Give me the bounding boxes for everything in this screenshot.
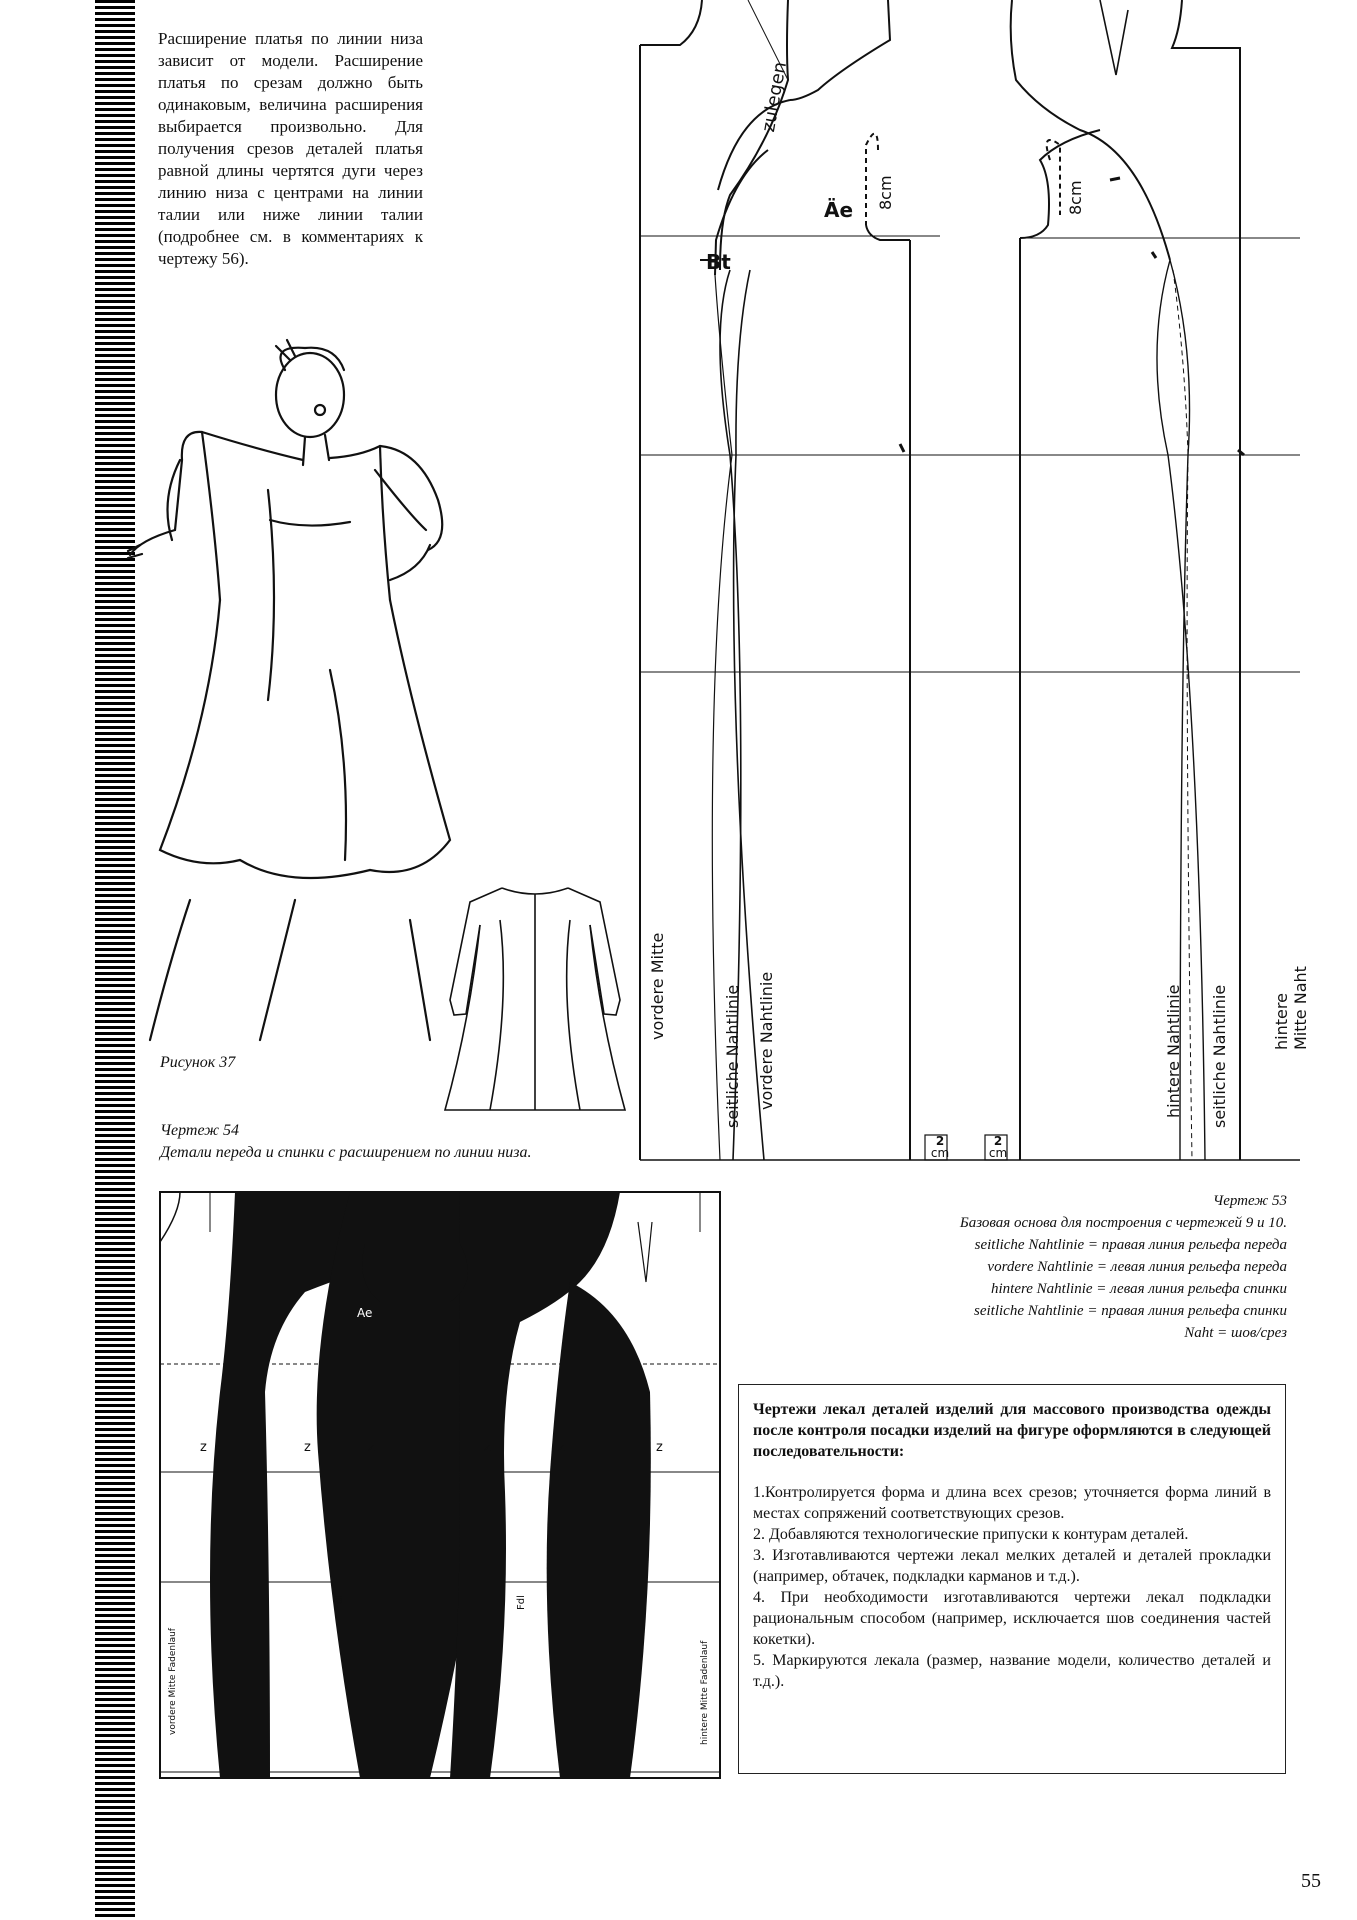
pattern-label-ae: Ae	[357, 1306, 373, 1320]
pattern-label-hintere-mitte-fadenlauf: hintere Mitte Fadenlauf	[700, 1640, 710, 1745]
pattern-label-z-1: z	[200, 1440, 207, 1455]
label-8cm-back: 8cm	[1066, 180, 1085, 215]
label-zulegen: zulegen	[758, 60, 791, 134]
figure-caption: Рисунок 37	[160, 1054, 236, 1071]
drawing53-line: seitliche Nahtlinie = правая линия рельефа спинки	[974, 1303, 1287, 1319]
label-vordere-nahtlinie: vordere Nahtlinie	[757, 971, 776, 1110]
drawing54-caption	[160, 1120, 532, 1164]
pattern-label-z-3: z	[368, 1440, 375, 1455]
page-number: 55	[1301, 1870, 1321, 1892]
pattern-label-z-5: z	[558, 1440, 565, 1455]
instruction-box	[738, 1384, 1286, 1774]
drawing54-title: Чертеж 54	[160, 1122, 240, 1139]
label-seitliche-nahtlinie-front: seitliche Nahtlinie	[723, 984, 742, 1128]
drawing54-subtitle: Детали переда и спинки с расширением по линии низа.	[160, 1144, 532, 1161]
pattern-label-fdl-2: Fdl	[516, 1595, 527, 1610]
label-8cm-front: 8cm	[876, 175, 895, 210]
instruction-item: 2. Добавляются технологические припуски к контурам деталей.	[753, 1526, 1189, 1543]
pattern-pieces-drawing	[160, 1192, 720, 1778]
dress-flat-sketch	[440, 880, 630, 1120]
drawing53-line: Naht = шов/срез	[1184, 1325, 1287, 1341]
scan-edge	[0, 0, 135, 1920]
instruction-item: 5. Маркируются лекала (размер, название модели, количество деталей и т.д.).	[753, 1652, 1271, 1690]
drawing53-line: Базовая основа для построения с чертежей 9 и 10.	[959, 1215, 1287, 1231]
pattern-label-z-4: z	[484, 1440, 491, 1455]
label-2cm-back-number: 2	[993, 1134, 1003, 1148]
label-hintere-nahtlinie: hintere Nahtlinie	[1164, 984, 1183, 1118]
label-ae: Äe	[824, 198, 854, 222]
instruction-item: 4. При необходимости изготавливаются чертежи лекал подкладки рациональным способом (например, исключается шов соединения частей кокетки).	[753, 1589, 1271, 1648]
label-seitliche-nahtlinie-back: seitliche Nahtlinie	[1210, 984, 1229, 1128]
drawing53-line: hintere Nahtlinie = левая линия рельефа спинки	[991, 1281, 1287, 1297]
instruction-item: 3. Изготавливаются чертежи лекал мелких деталей и деталей прокладки (например, обтачек, подкладки карманов и т.д.).	[753, 1547, 1271, 1585]
label-2cm-back	[988, 1135, 1008, 1159]
label-2cm-front-number: 2	[935, 1134, 945, 1148]
instruction-box-title: Чертежи лекал деталей изделий для массового производства одежды после контроля посадки изделий на фигуре оформляются в следующей последовательности:	[753, 1401, 1271, 1460]
drawing53-line: seitliche Nahtlinie = правая линия рельефа переда	[974, 1237, 1287, 1253]
instruction-item: 1.Контролируется форма и длина всех срезов; уточняется форма линий в местах сопряжений соответствующих срезов.	[753, 1484, 1271, 1522]
intro-text: Расширение платья по линии низа зависит от модели. Расширение платья по срезам должно быть одинаковым, величина расширения выбирается произвольно. Для получения срезов деталей платья равной длины чертятся дуги через линию низа с центрами на линии талии или ниже линии талии (подробнее см. в комментариях к чертежу 56).	[158, 29, 423, 268]
drawing53-title: Чертеж 53	[1212, 1193, 1287, 1209]
label-2cm-back-unit: cm	[988, 1146, 1008, 1160]
label-vordere-mitte: vordere Mitte	[648, 932, 667, 1040]
pattern-label-z-6: z	[656, 1440, 663, 1455]
label-2cm-front-unit: cm	[930, 1146, 950, 1160]
pattern-label-vordere-mitte-fadenlauf: vordere Mitte Fadenlauf	[168, 1628, 178, 1735]
dress-sketch	[120, 340, 480, 1060]
pattern-label-fdl-1: Fdl	[334, 1595, 345, 1610]
label-2cm-front	[930, 1135, 950, 1159]
drawing53-line: vorderе Nahtlinie = левая линия рельефа переда	[987, 1259, 1287, 1275]
label-bt: Bt	[706, 250, 731, 274]
pattern-label-z-2: z	[304, 1440, 311, 1455]
label-hintere-mitte-naht: hintere Mitte Naht	[1272, 966, 1310, 1050]
drawing53-caption	[727, 1190, 1287, 1344]
